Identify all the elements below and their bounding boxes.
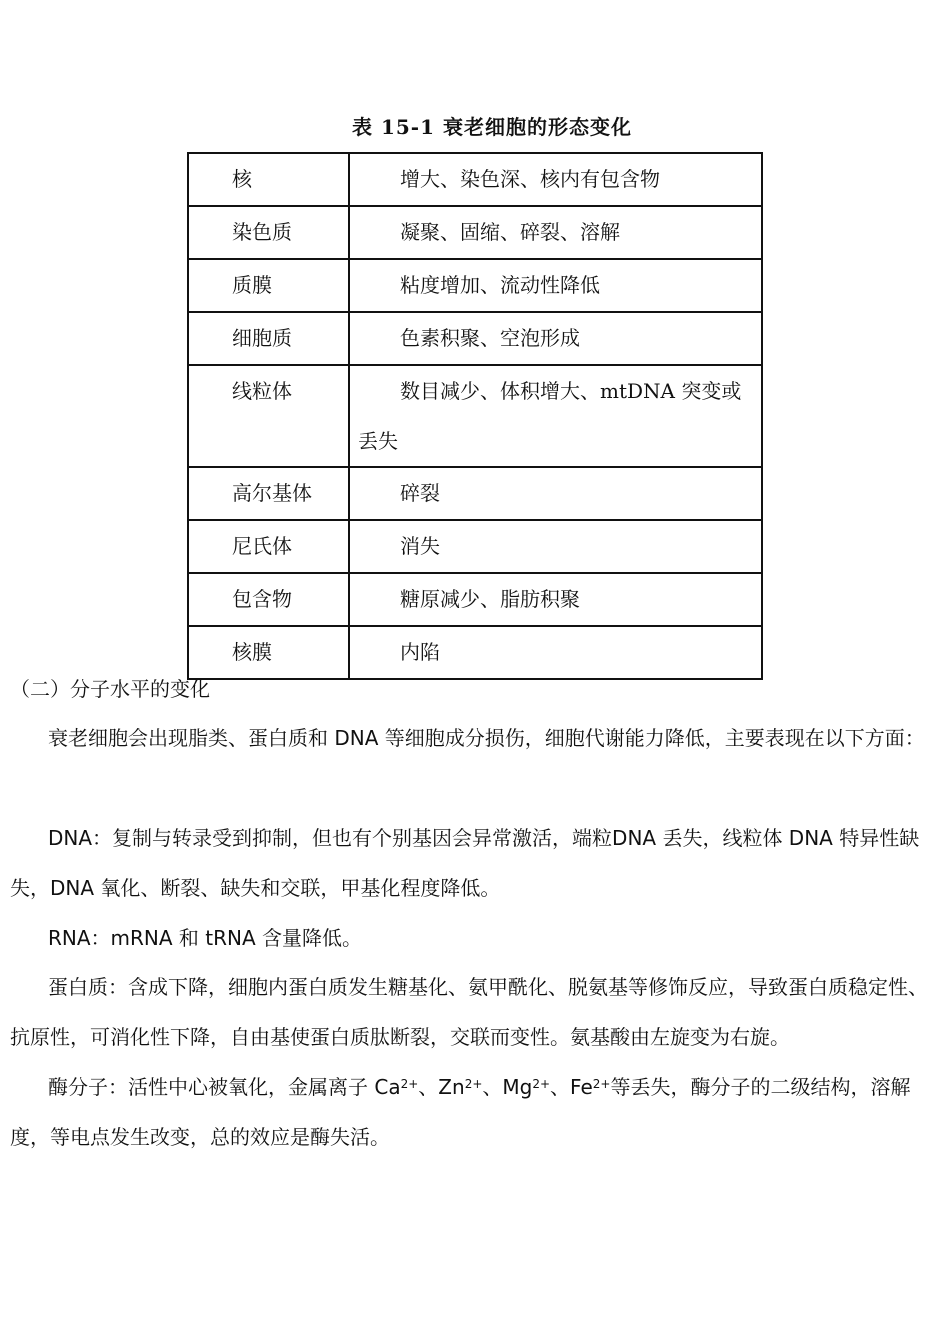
table-row	[188, 467, 762, 520]
table-cell-item: 核	[188, 153, 349, 206]
table-cell-item: 染色质	[188, 206, 349, 259]
ion-ca: Ca	[374, 1075, 401, 1099]
table-cell-change: 糖原减少、脂肪积聚	[349, 573, 762, 626]
table-cell-item: 包含物	[188, 573, 349, 626]
morphology-table	[187, 152, 763, 680]
dna-paragraph: DNA：复制与转录受到抑制，但也有个别基因会异常激活，端粒DNA 丢失，线粒体 DNA 特异性缺失，DNA 氧化、断裂、缺失和交联，甲基化程度降低。	[10, 826, 920, 900]
table-cell-change: 数目减少、体积增大、mtDNA 突变或丢失	[349, 365, 762, 467]
intro-paragraph: 衰老细胞会出现脂类、蛋白质和 DNA 等细胞成分损伤，细胞代谢能力降低，主要表现在以下方面：	[48, 726, 925, 750]
ion-mg-charge: 2+	[532, 1077, 551, 1091]
table-cell-item: 细胞质	[188, 312, 349, 365]
ion-mg: Mg	[502, 1075, 533, 1099]
table-cell-item: 核膜	[188, 626, 349, 679]
ion-separator: 、	[418, 1075, 439, 1099]
ion-separator: 、	[550, 1075, 571, 1099]
enzyme-suffix: 等丢失，酶分子的二级结构，溶解度，等电点发生改变，总的效应是酶失活。	[10, 1075, 911, 1149]
table-cell-item: 质膜	[188, 259, 349, 312]
table-row	[188, 153, 762, 206]
table-cell-item: 线粒体	[188, 365, 349, 467]
table-cell-item: 高尔基体	[188, 467, 349, 520]
ion-fe: Fe	[570, 1075, 593, 1099]
table-cell-change: 增大、染色深、核内有包含物	[349, 153, 762, 206]
table-cell-change: 凝聚、固缩、碎裂、溶解	[349, 206, 762, 259]
enzyme-prefix: 酶分子：活性中心被氧化，金属离子	[48, 1075, 375, 1099]
ion-separator: 、	[482, 1075, 503, 1099]
table-cell-change: 碎裂	[349, 467, 762, 520]
ion-fe-charge: 2+	[592, 1077, 611, 1091]
ion-zn-charge: 2+	[464, 1077, 483, 1091]
table-cell-change: 粘度增加、流动性降低	[349, 259, 762, 312]
table-row	[188, 365, 762, 467]
ion-ca-charge: 2+	[400, 1077, 419, 1091]
table-cell-item: 尼氏体	[188, 520, 349, 573]
section-heading: （二）分子水平的变化	[10, 677, 210, 701]
table-caption: 表 15-1 衰老细胞的形态变化	[352, 115, 632, 139]
enzyme-paragraph	[10, 1062, 944, 1162]
ion-zn: Zn	[438, 1075, 465, 1099]
table-row	[188, 626, 762, 679]
table-cell-change: 消失	[349, 520, 762, 573]
table-row	[188, 520, 762, 573]
table-cell-change: 内陷	[349, 626, 762, 679]
table-cell-change: 色素积聚、空泡形成	[349, 312, 762, 365]
protein-paragraph: 蛋白质：含成下降，细胞内蛋白质发生糖基化、氨甲酰化、脱氨基等修饰反应，导致蛋白质稳定性、抗原性，可消化性下降，自由基使蛋白质肽断裂，交联而变性。氨基酸由左旋变为右旋。	[10, 975, 928, 1049]
table-row	[188, 206, 762, 259]
rna-paragraph: RNA：mRNA 和 tRNA 含量降低。	[48, 926, 363, 950]
table-row	[188, 259, 762, 312]
table-row	[188, 573, 762, 626]
table-row	[188, 312, 762, 365]
